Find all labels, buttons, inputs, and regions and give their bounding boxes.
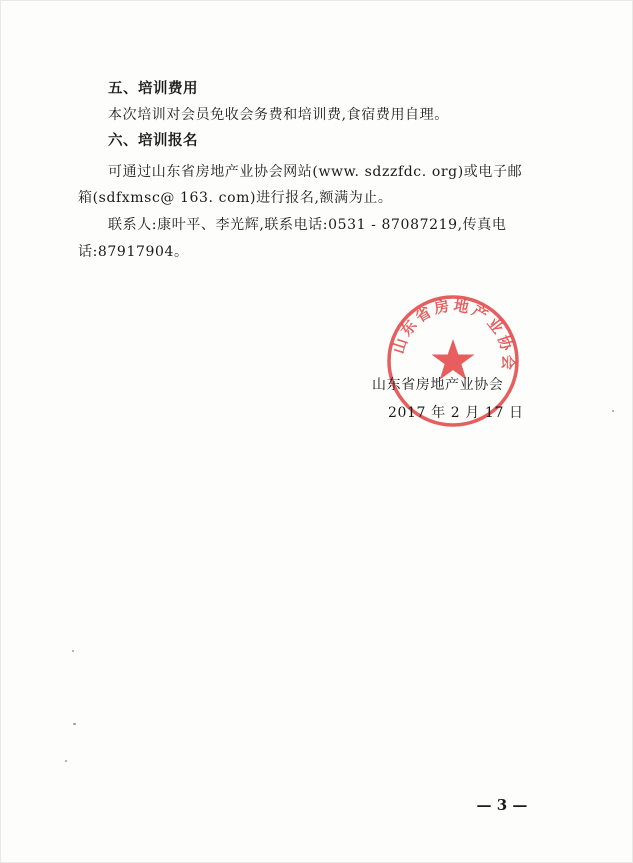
- section-5-body-line-1: 本次培训对会员免收会务费和培训费,食宿费用自理。: [108, 107, 449, 123]
- section-6-body-line-2: 箱(sdfxmsc@ 163. com)进行报名,额满为止。: [78, 190, 393, 206]
- section-6-heading: 六、培训报名: [108, 133, 198, 149]
- section-6-body-line-3: 联系人:康叶平、李光辉,联系电话:0531 - 87087219,传真电: [108, 217, 507, 233]
- section-6-body-line-4: 话:87917904。: [78, 244, 189, 260]
- scan-speck: [65, 760, 67, 762]
- signature-date: 2017 年 2 月 17 日: [388, 405, 524, 421]
- seal-text: 山东省房地产业协会: [389, 296, 518, 374]
- section-6-body-line-1: 可通过山东省房地产业协会网站(www. sdzzfdc. org)或电子邮: [108, 164, 523, 180]
- scan-speck: [73, 723, 76, 725]
- section-5-heading: 五、培训费用: [108, 81, 198, 97]
- signature-organization: 山东省房地产业协会: [372, 377, 504, 393]
- page-number: — 3 —: [476, 796, 528, 814]
- scan-speck: [612, 410, 614, 412]
- scan-speck: [72, 650, 74, 652]
